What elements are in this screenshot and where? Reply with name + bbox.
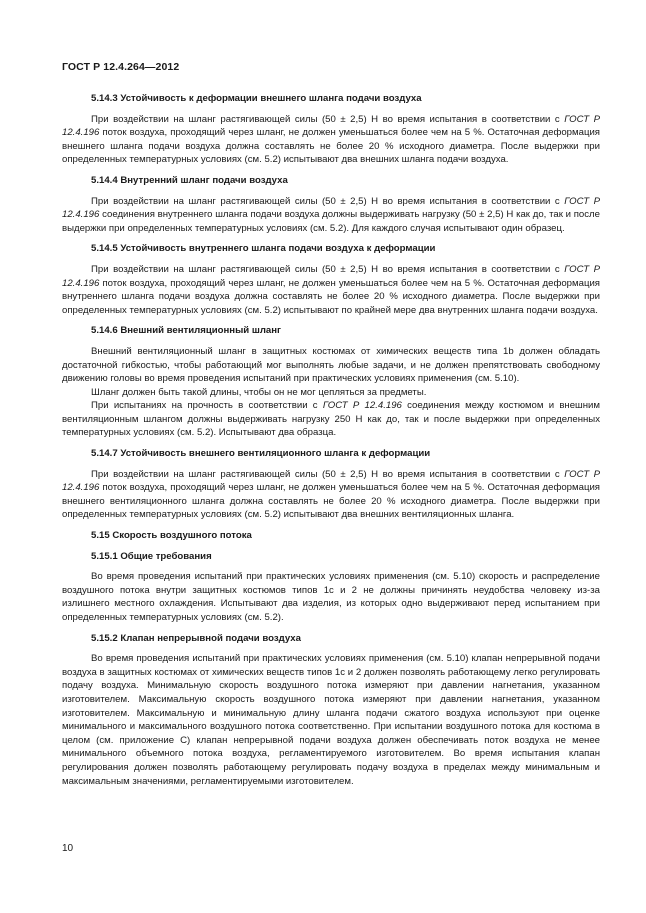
standard-reference: ГОСТ Р 12.4.196: [62, 195, 600, 221]
paragraph-text: поток воздуха, проходящий через шланг, не должен уменьшаться более чем на 5 %. Остаточная деформация внешнего вентиляционного шланга должна составлять не более 20 % исходного диаметра. После выдержки при определенных температурных условиях (см. 5.2) испытывают два внешних вентиляционных шланга.: [62, 482, 600, 521]
paragraph-text: При воздействии на шланг растягивающей силы (50 ± 2,5) Н во время испытания в соответствии с: [91, 195, 565, 207]
paragraph-text: При воздействии на шланг растягивающей силы (50 ± 2,5) Н во время испытания в соответствии с: [91, 468, 565, 480]
paragraph: [62, 345, 600, 386]
paragraph: [62, 113, 600, 167]
paragraph-text: Во время проведения испытаний при практических условиях применения (см. 5.10) клапан непрерывной подачи воздуха в защитных костюмах от химических веществ типов 1с и 2 должен позволять работающему легко регулировать подачу воздуха. Минимальную скорость воздушного потока измеряют при давлении нагнетания, указанном изготовителем. Максимальную скорость воздушного потока измеряют при давлении нагнетания, указанном изготовителем. Максимальную и минимальную длину шланга подачи сжатого воздуха используют при оценке минимального и максимального воздушного потока соответственно. При испытании воздушного потока для костюма в целом (см. приложение С) клапан непрерывной подачи воздуха должен обеспечивать поток воздуха не менее минимального объемного потока воздуха, регламентируемого изготовителем. Во время испытания клапан регулирования должен позволять работающему регулировать подачу воздуха в пределах между минимальным и максимальным значениями, регламентируемыми изготовителем.: [62, 653, 600, 787]
paragraph: [62, 195, 600, 236]
paragraph: [62, 570, 600, 624]
standard-reference: ГОСТ Р 12.4.196: [322, 400, 402, 412]
page-number: 10: [62, 843, 74, 854]
section-heading: 5.15.1 Общие требования: [91, 550, 212, 562]
paragraph: [62, 468, 600, 522]
section-heading: 5.15.2 Клапан непрерывной подачи воздуха: [91, 632, 301, 644]
standard-reference: ГОСТ Р 12.4.196: [62, 113, 600, 139]
standard-reference: ГОСТ Р 12.4.196: [62, 263, 600, 289]
paragraph-text: Во время проведения испытаний при практических условиях применения (см. 5.10) скорость и распределение воздушного потока внутри защитных костюмов типов 1с и 2 не должны причинять неудобства человеку из-за излишнего местного охлаждения. Испытывают два изделия, из которых одно выдерживают перед испытанием при определенных температурных условиях (см. 5.2).: [62, 571, 600, 623]
paragraph-text: При испытаниях на прочность в соответствии с: [91, 400, 323, 412]
section-heading: 5.14.7 Устойчивость внешнего вентиляционного шланга к деформации: [91, 448, 431, 460]
paragraph-text: соединения между костюмом и внешним вентиляционным шлангом должны выдерживать нагрузку 250 Н как до, так и после выдержки при определенных температурных условиях (см. 5.2). Испытывают два образца.: [62, 400, 601, 439]
document-header: ГОСТ Р 12.4.264—2012: [62, 61, 180, 73]
paragraph-text: поток воздуха, проходящий через шланг, не должен уменьшаться более чем на 5 %. Остаточная деформация внешнего шланга подачи воздуха должна составлять не более 20 % исходного диаметра. После выдержки при определенных температурных условиях (см. 5.2) испытывают два внешних шланга подачи воздуха.: [62, 127, 600, 166]
paragraph: [62, 263, 600, 317]
paragraph-text: поток воздуха, проходящий через шланг, не должен уменьшаться более чем на 5 %. Остаточная деформация внутреннего шланга подачи воздуха должна составлять не более 20 % исходного диаметра. После выдержки при определенных температурных условиях (см. 5.2) испытывают по крайней мере два внутренних шланга подачи воздуха.: [62, 277, 600, 316]
paragraph-text: соединения внутреннего шланга подачи воздуха должны выдерживать нагрузку (50 ± 2,5) Н как до, так и после выдержки при определенных температурных условиях (см. 5.2). Для каждого случая испытывают один образец.: [62, 209, 600, 234]
paragraph-text: Внешний вентиляционный шланг в защитных костюмах от химических веществ типа 1b должен обладать достаточной гибкостью, чтобы работающий мог выполнять любые задачи, и не должен препятствовать свободному движению головы во время проведения испытаний при практических условиях применения (см. 5.10).: [62, 345, 600, 385]
document-body: [62, 92, 600, 788]
section-heading: 5.14.5 Устойчивость внутреннего шланга подачи воздуха к деформации: [91, 243, 436, 255]
paragraph-text: При воздействии на шланг растягивающей силы (50 ± 2,5) Н во время испытания в соответствии с: [91, 113, 565, 125]
section-heading: 5.14.6 Внешний вентиляционный шланг: [91, 325, 282, 337]
paragraph: [62, 386, 600, 400]
section-heading: 5.14.4 Внутренний шланг подачи воздуха: [91, 174, 288, 186]
paragraph: [62, 652, 600, 788]
paragraph-text: Шланг должен быть такой длины, чтобы он не мог цепляться за предметы.: [91, 386, 427, 398]
standard-reference: ГОСТ Р 12.4.196: [62, 468, 600, 494]
section-heading: 5.15 Скорость воздушного потока: [91, 530, 252, 542]
section-heading: 5.14.3 Устойчивость к деформации внешнего шланга подачи воздуха: [91, 93, 422, 104]
paragraph-text: При воздействии на шланг растягивающей силы (50 ± 2,5) Н во время испытания в соответствии с: [91, 263, 565, 275]
paragraph: [62, 399, 600, 440]
